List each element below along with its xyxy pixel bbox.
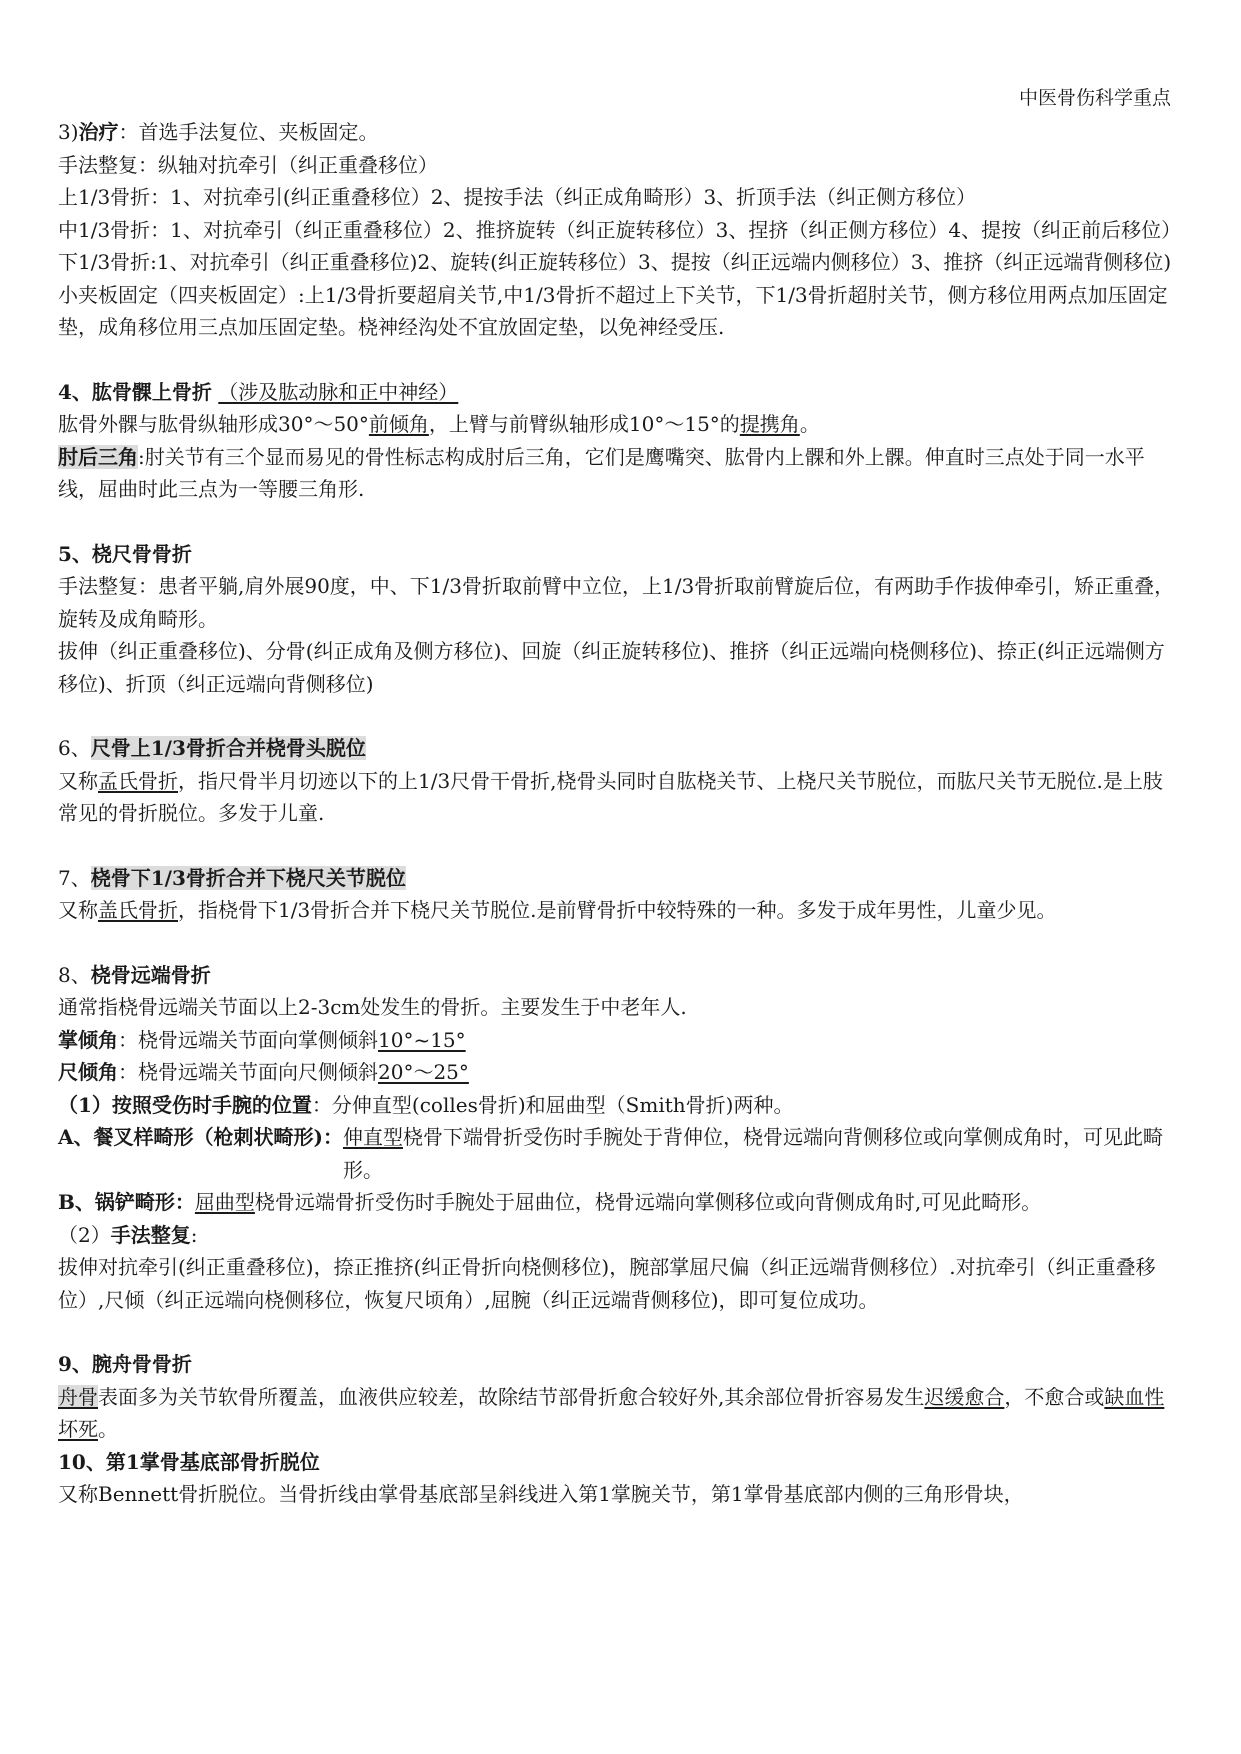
paragraph xyxy=(58,1024,1178,1057)
text: 桡骨下端骨折受伤时手腕处于背伸位，桡骨远端向背侧移位或向掌侧成角时，可见此畸形。 xyxy=(342,1125,1163,1182)
bold-text: 尺倾角 xyxy=(58,1060,118,1084)
paragraph: 手法整复：纵轴对抗牵引（纠正重叠移位） xyxy=(58,152,438,177)
text: ：桡骨远端关节面向尺侧倾斜 xyxy=(118,1060,378,1084)
section-heading xyxy=(58,1446,1178,1479)
bold-text: 掌倾角 xyxy=(58,1027,118,1052)
text: ：分伸直型(colles骨折)和屈曲型（Smith骨折)两种。 xyxy=(311,1092,794,1117)
paragraph: 上1/3骨折：1、对抗牵引(纠正重叠移位）2、提按手法（纠正成角畸形）3、折顶手法（纠正侧方移位） xyxy=(58,185,977,209)
heading-text: 尺骨上1/3骨折合并桡骨头脱位 xyxy=(90,736,366,760)
paragraph: 通常指桡骨远端关节面以上2-3cm处发生的骨折。主要发生于中老年人. xyxy=(58,995,687,1019)
heading-text: 4、肱骨髁上骨折 xyxy=(58,379,212,404)
item-body xyxy=(343,1121,1178,1186)
text: ，指桡骨下1/3骨折合并下桡尺关节脱位.是前臂骨折中较特殊的一种。多发于成年男性，儿童少见。 xyxy=(178,898,1057,922)
treatment-line xyxy=(58,116,1178,149)
text: 3) xyxy=(58,120,79,144)
highlighted-term: 肘后三角 xyxy=(58,444,138,469)
paragraph xyxy=(58,441,1178,506)
underlined-text: （涉及肱动脉和正中神经） xyxy=(218,379,459,404)
text: 7、 xyxy=(58,865,91,890)
paragraph xyxy=(58,765,1178,830)
section-heading xyxy=(58,959,1178,992)
text: 又称 xyxy=(58,898,98,922)
underlined-text: 10°~15° xyxy=(378,1027,466,1052)
underlined-text: 前倾角 xyxy=(368,412,429,436)
paragraph: 又称Bennett骨折脱位。当骨折线由掌骨基底部呈斜线进入第1掌腕关节，第1掌骨基底部内侧的三角形骨块， xyxy=(58,1482,1024,1506)
text: : xyxy=(190,1222,198,1247)
text: 。 xyxy=(799,412,820,436)
text: 8、 xyxy=(58,962,91,987)
text: :肘关节有三个显而易见的骨性标志构成肘后三角，它们是鹰嘴突、肱骨内上髁和外上髁。伸直时三点处于同一水平线，屈曲时此三点为一等腰三角形. xyxy=(58,444,1145,501)
item-label: B、锅铲畸形： xyxy=(58,1190,195,1214)
paragraph xyxy=(58,408,1178,441)
item-body xyxy=(195,1186,1178,1219)
section-heading xyxy=(58,732,1178,765)
text: ，不愈合或 xyxy=(1004,1384,1105,1409)
paragraph xyxy=(58,1381,1178,1446)
text: （2） xyxy=(58,1222,111,1247)
heading-text: 5、桡尺骨骨折 xyxy=(58,541,192,566)
heading-text: 10、第1掌骨基底部骨折脱位 xyxy=(58,1449,320,1474)
text: ：桡骨远端关节面向掌侧倾斜 xyxy=(118,1027,378,1052)
section-heading xyxy=(58,538,1178,571)
paragraph: 小夹板固定（四夹板固定）:上1/3骨折要超肩关节,中1/3骨折不超过上下关节，下1/3骨折超肘关节，侧方移位用两点加压固定垫，成角移位用三点加压固定垫。桡神经沟处不宜放固定垫，以免神经受压. xyxy=(58,282,1168,339)
underlined-text: 孟氏骨折 xyxy=(98,768,178,793)
paragraph: 拔伸对抗牵引(纠正重叠移位)，捺正推挤(纠正骨折向桡侧移位)，腕部掌屈尺偏（纠正远端背侧移位）.对抗牵引（纠正重叠移位）,尺倾（纠正远端向桡侧移位，恢复尺顷角）,屈腕（纠正远端背侧移位)，即可复位成功。 xyxy=(58,1255,1156,1312)
text: 。 xyxy=(98,1417,118,1441)
bold-text: 治疗 xyxy=(78,120,119,144)
underlined-text: 提携角 xyxy=(739,412,800,436)
paragraph xyxy=(58,1056,1178,1089)
paragraph: 下1/3骨折:1、对抗牵引（纠正重叠移位)2、旋转(纠正旋转移位）3、提按（纠正远端内侧移位）3、推挤（纠正远端背侧移位) xyxy=(58,250,1172,274)
underlined-text: 缺血性坏死 xyxy=(58,1384,1165,1441)
underlined-text: 迟缓愈合 xyxy=(924,1384,1005,1409)
underlined-text: 屈曲型 xyxy=(194,1190,255,1214)
deformity-item-b xyxy=(58,1186,1178,1219)
heading-text: 桡骨远端骨折 xyxy=(90,962,211,987)
text: ：首选手法复位、夹板固定。 xyxy=(118,120,379,144)
bold-text: 手法整复 xyxy=(110,1222,191,1247)
paragraph xyxy=(58,894,1178,927)
paragraph xyxy=(58,1089,1178,1122)
text: 桡骨远端骨折受伤时手腕处于屈曲位，桡骨远端向掌侧移位或向背侧成角时,可见此畸形。 xyxy=(254,1190,1042,1214)
bold-text: （1）按照受伤时手腕的位置 xyxy=(58,1092,312,1117)
deformity-item-a xyxy=(58,1121,1178,1186)
text: 表面多为关节软骨所覆盖，血液供应较差，故除结节部骨折愈合较好外,其余部位骨折容易发生 xyxy=(98,1384,925,1409)
text: ，上臂与前臂纵轴形成10°～15°的 xyxy=(428,412,740,436)
underlined-text: 盖氏骨折 xyxy=(98,898,178,922)
section-heading xyxy=(58,862,1178,895)
page-header: 中医骨伤科学重点 xyxy=(1018,87,1171,109)
item-label: A、餐叉样畸形（枪刺状畸形)： xyxy=(58,1125,343,1149)
text: 又称 xyxy=(58,768,98,793)
heading-text: 9、腕舟骨骨折 xyxy=(58,1352,192,1376)
section-heading xyxy=(58,376,1178,409)
paragraph: 手法整复：患者平躺,肩外展90度，中、下1/3骨折取前臂中立位，上1/3骨折取前臂旋后位，有两助手作拔伸牵引，矫正重叠，旋转及成角畸形。 xyxy=(58,574,1175,631)
highlighted-term: 舟骨 xyxy=(58,1384,98,1409)
section-heading xyxy=(58,1348,1178,1381)
text: 6、 xyxy=(58,736,91,760)
document-body xyxy=(58,116,1182,1511)
underlined-text: 伸直型 xyxy=(342,1125,403,1149)
underlined-text: 20°～25° xyxy=(378,1060,469,1084)
paragraph: 拔伸（纠正重叠移位)、分骨(纠正成角及侧方移位)、回旋（纠正旋转移位)、推挤（纠正远端向桡侧移位)、捺正(纠正远端侧方移位)、折顶（纠正远端向背侧移位) xyxy=(58,639,1165,696)
paragraph xyxy=(58,1219,1178,1252)
text: 肱骨外髁与肱骨纵轴形成30°～50° xyxy=(58,412,369,436)
text: ，指尺骨半月切迹以下的上1/3尺骨干骨折,桡骨头同时自肱桡关节、上桡尺关节脱位，而肱尺关节无脱位.是上肢常见的骨折脱位。多发于儿童. xyxy=(58,768,1163,825)
paragraph: 中1/3骨折：1、对抗牵引（纠正重叠移位）2、推挤旋转（纠正旋转移位）3、捏挤（纠正侧方移位）4、提按（纠正前后移位） xyxy=(58,217,1182,242)
heading-text: 桡骨下1/3骨折合并下桡尺关节脱位 xyxy=(90,865,406,890)
